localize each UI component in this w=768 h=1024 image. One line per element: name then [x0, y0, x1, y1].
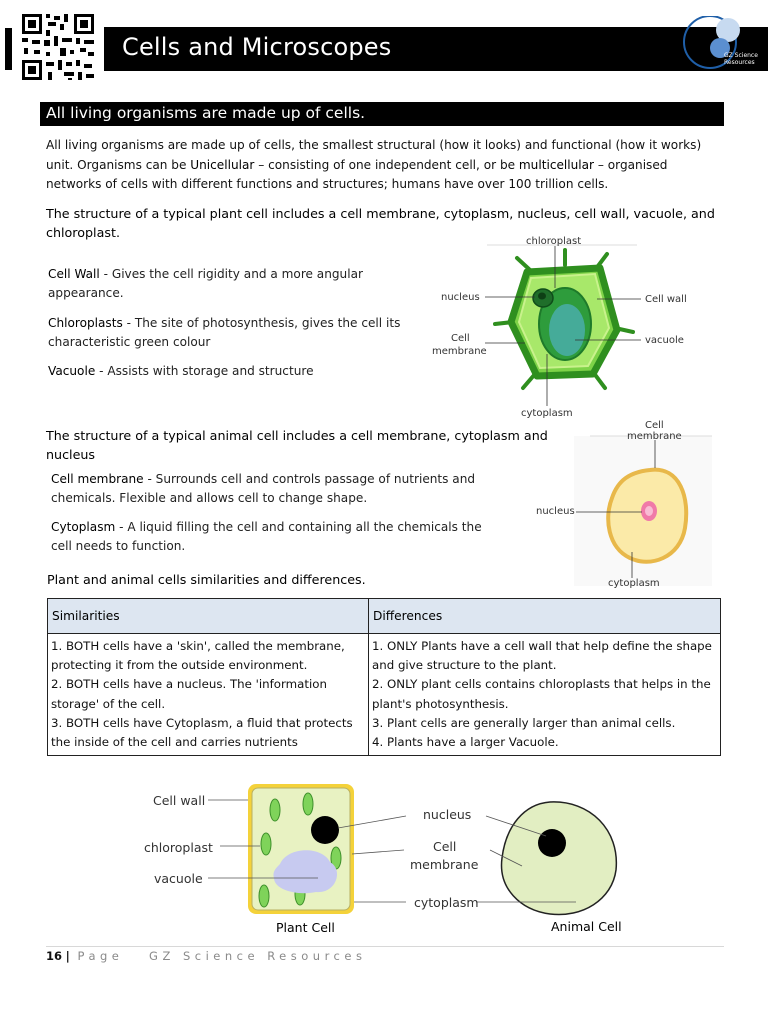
list-item: 2. ONLY plant cells contains chloroplasts that helps in the plant's photosynthesis.	[372, 677, 711, 711]
plant-cell-diagram	[425, 232, 725, 422]
plant-cell-heading: The structure of a typical plant cell includes a cell membrane, cytoplasm, nucleus, cell wall, vacuole, and chloroplast.	[46, 206, 715, 240]
intro-paragraph	[46, 136, 722, 195]
label-cell-membrane-line2: membrane	[432, 346, 487, 357]
logo-text: GZ Science Resources	[724, 52, 758, 66]
definition-desc: - Surrounds cell and controls passage of nutrients and chemicals. Flexible and allows cell to change shape.	[51, 472, 476, 505]
list-item: 4. Plants have a larger Vacuole.	[372, 735, 559, 750]
list-item: 3. Plant cells are generally larger than animal cells.	[372, 715, 676, 730]
comparison-heading: Plant and animal cells similarities and differences.	[47, 572, 366, 587]
animal-cell-diagram	[530, 418, 720, 590]
footer	[46, 949, 366, 963]
differences-cell	[369, 634, 721, 756]
label-chloroplast: chloroplast	[526, 236, 582, 247]
definition-desc: - A liquid filling the cell and containing all the chemicals the cell needs to function.	[51, 520, 482, 553]
definition-term: Vacuole	[48, 364, 96, 378]
list-item: 1. BOTH cells have a 'skin', called the membrane, protecting it from the outside environment.	[51, 639, 345, 673]
label-cell-membrane-line1: Cell	[451, 333, 470, 344]
definition-desc: - Gives the cell rigidity and a more angular appearance.	[48, 267, 363, 300]
intro-text-2: – consisting of one independent cell, or be	[254, 157, 519, 172]
label-cell-wall: Cell wall	[645, 294, 687, 305]
label-vacuole: vacuole	[154, 871, 203, 886]
comparison-table	[47, 598, 721, 756]
header-differences: Differences	[369, 599, 721, 634]
label-chloroplast: chloroplast	[144, 840, 213, 855]
table-header-row	[48, 599, 721, 634]
definition-term: Cell Wall	[48, 267, 100, 281]
term-multicellular: multicellular	[518, 157, 595, 172]
footer-page-word: Page	[77, 949, 124, 963]
qr-code	[20, 12, 96, 82]
intro-text-1: All living organisms are made up of cells, the smallest structural (how it looks) and functional (how it works) unit. Organisms can be	[46, 138, 702, 172]
section-title: All living organisms are made up of cells.	[46, 104, 366, 122]
table-row	[48, 634, 721, 756]
label-cell-wall: Cell wall	[153, 793, 206, 808]
page-number: 16	[46, 949, 63, 963]
definition-term: Cytoplasm	[51, 520, 116, 534]
definition-vacuole	[48, 362, 408, 381]
term-unicellular: Unicellular	[190, 157, 255, 172]
label-nucleus: nucleus	[423, 807, 472, 822]
definition-desc: - Assists with storage and structure	[95, 364, 314, 378]
label-plant-cell: Plant Cell	[276, 920, 335, 935]
label-cell-membrane-line2: membrane	[627, 431, 682, 442]
list-item: 3. BOTH cells have Cytoplasm, a fluid that protects the inside of the cell and carries nutrients	[51, 715, 353, 750]
label-nucleus: nucleus	[536, 506, 575, 517]
definition-cytoplasm	[51, 518, 491, 556]
footer-divider	[46, 946, 724, 947]
definition-term: Chloroplasts	[48, 316, 123, 330]
definition-term: Cell membrane	[51, 472, 144, 486]
header-similarities: Similarities	[48, 599, 369, 634]
label-cytoplasm: cytoplasm	[414, 895, 479, 910]
footer-separator: |	[65, 949, 70, 963]
similarities-cell	[48, 634, 369, 756]
intro-text-3: – organised networks of cells with different functions and structures; humans have over 100 trillion cells.	[46, 157, 668, 191]
header-accent-bar	[5, 28, 12, 70]
list-item: 1. ONLY Plants have a cell wall that help define the shape and give structure to the plant.	[372, 639, 712, 673]
label-nucleus: nucleus	[441, 292, 480, 303]
label-cytoplasm: cytoplasm	[521, 408, 573, 419]
definition-desc: - The site of photosynthesis, gives the cell its characteristic green colour	[48, 316, 401, 349]
definition-cell-wall	[48, 265, 398, 303]
label-cell-membrane-line1: Cell	[645, 420, 664, 431]
definition-chloroplasts	[48, 314, 408, 352]
plant-animal-comparison-diagram	[130, 770, 650, 940]
label-vacuole: vacuole	[645, 335, 684, 346]
footer-publisher: GZ Science Resources	[149, 949, 367, 963]
list-item: 2. BOTH cells have a nucleus. The 'information storage' of the cell.	[51, 677, 327, 711]
animal-cell-heading: The structure of a typical animal cell includes a cell membrane, cytoplasm and nucleus	[46, 428, 548, 462]
label-cytoplasm: cytoplasm	[608, 578, 660, 589]
label-cell-membrane-line1: Cell	[433, 839, 457, 854]
label-animal-cell: Animal Cell	[551, 919, 622, 934]
page-title: Cells and Microscopes	[122, 33, 392, 61]
label-cell-membrane-line2: membrane	[410, 857, 479, 872]
definition-cell-membrane	[51, 470, 491, 508]
